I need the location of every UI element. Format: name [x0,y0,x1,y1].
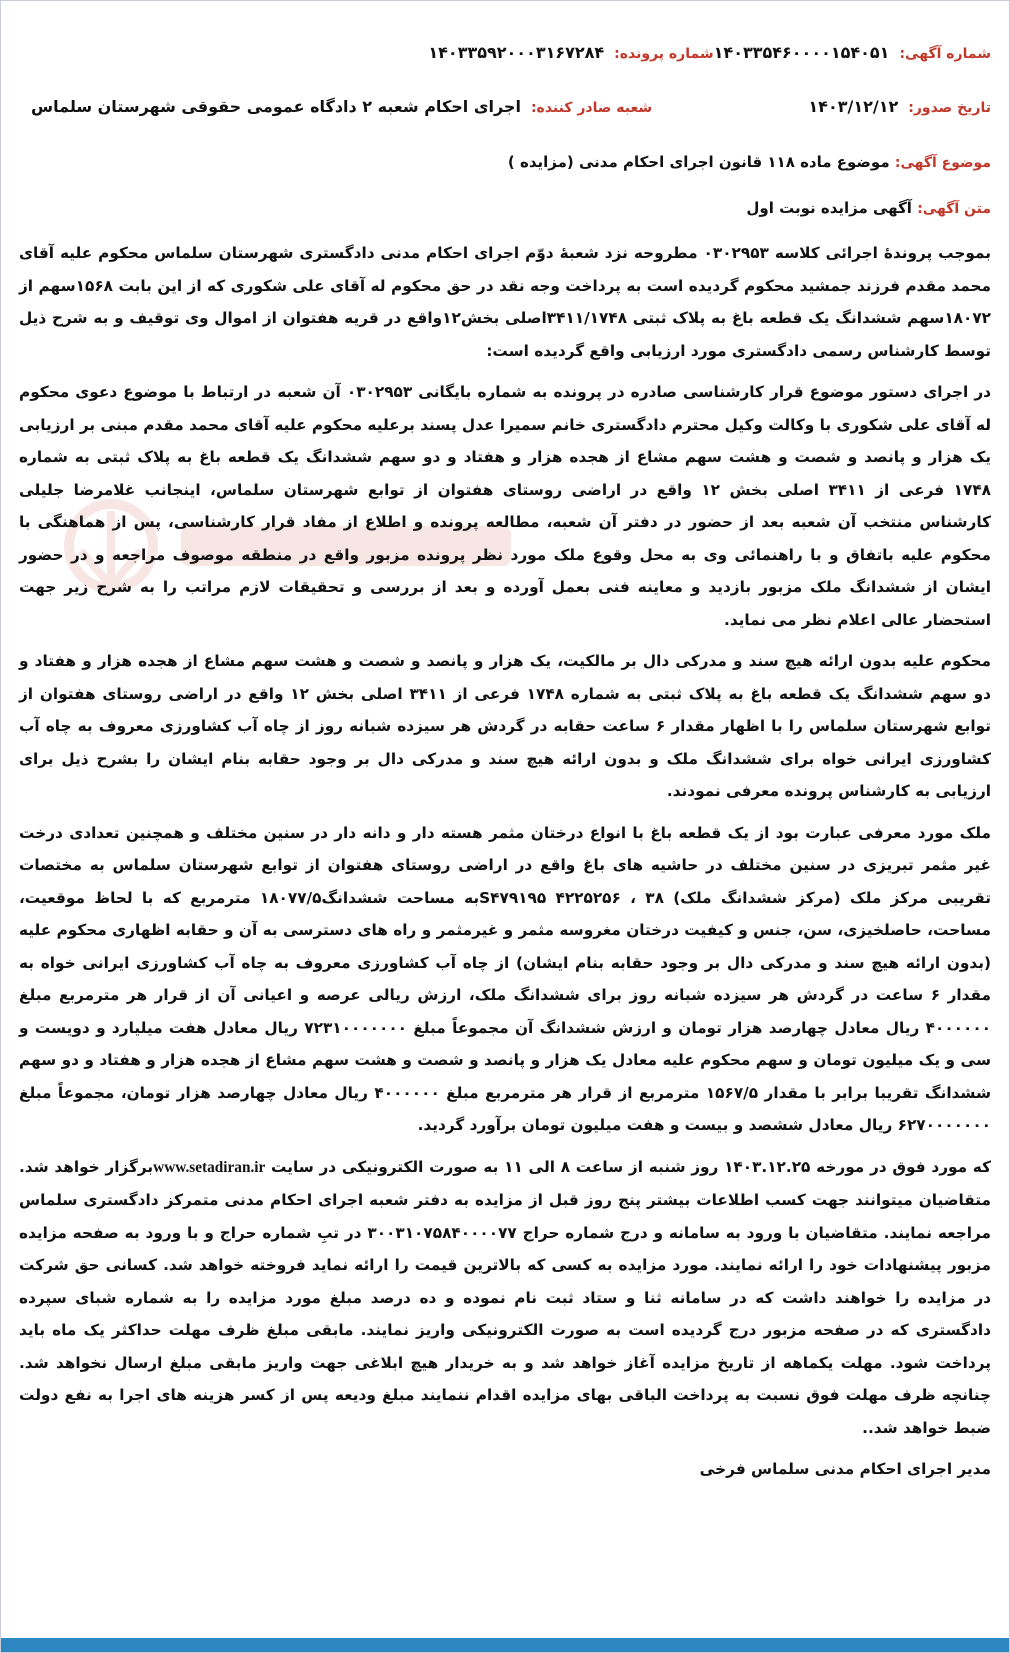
case-number-label: شماره پرونده: [614,46,714,62]
paragraph-3: محکوم علیه بدون ارائه هیچ سند و مدرکی دال بر مالکیت، یک هزار و پانصد و شصت و هشت سهم مشاع از هجده هزار و هفتاد و دو سهم ششدانگ یک قطعه باغ به پلاک ثبتی به شماره ۱۷۴۸ فرعی از ۳۴۱۱ اصلی بخش ۱۲ واقع در اراضی روستای هفتوان از توابع شهرستان سلماس را با اظهار مقدار ۶ ساعت حقابه در گردش هر سیزده شبانه روز از چاه آب کشاورزی معروف به چاه آب کشاورزی ایرانی خواه برای ششدانگ ملک و بدون ارائه هیچ سند و مدرکی دال بر وجود حقابه بنام ایشان را بشرح ذیل برای ارزیابی به کارشناس پرونده معرفی نمودند. [19,652,991,800]
paragraph-5-end: برگزار خواهد شد. متقاضیان میتوانند جهت کسب اطلاعات بیشتر پنج روز قبل از مزایده به دفتر شعبه اجرای احکام مدنی متمرکز دادگستری سلماس مراجعه نمایند. متقاضیان با ورود به سامانه و درج شماره حراج ۳۰۰۳۱۰۷۵۸۴۰۰۰۰۷۷ در تبِ شماره حراج و با ورود به صفحه مزایده مزبور پیشنهادات خود را ارائه نمایند. مورد مزایده به کسی که بالاترین قیمت را ارائه نماید فروخته خواهد شد. کسانی حق شرکت در مزایده را خواهند داشت که در سامانه ثنا و ستاد ثبت نام نموده و ده درصد مبلغ مورد مزایده را به شماره شبای سپرده دادگستری که در صفحه مزبور درج گردیده است به صورت الکترونیکی واریز نمایند. مابقی مبلغ ظرف مهلت حداکثر یک ماه باید پرداخت شود. مهلت یکماهه از تاریخ مزایده آغاز خواهد شد و به خریدار هیچ ابلاغی جهت واریز مابقی مبلغ ارسال نخواهد شد. چنانچه ظرف مهلت فوق نسبت به پرداخت الباقی بهای مزایده اقدام ننمایند مبلغ ودیعه پس از کسر هزینه های اجرا به نفع دولت ضبط خواهد شد.. [19,1157,991,1437]
paragraph-2: در اجرای دستور موضوع قرار کارشناسی صادره در پرونده به شماره بایگانی ۰۳۰۲۹۵۳ آن شعبه در ارتباط با موضوع دعوی محکوم له آقای علی شکوری با وکالت وکیل محترم دادگستری خانم سمیرا عدل پسند برعلیه محکوم علیه آقای محمد مقدم مبنی بر ارزیابی یک هزار و پانصد و شصت و هشت سهم مشاع از هجده هزار و هفتاد و دو سهم ششدانگ یک قطعه باغ به پلاک ثبتی به شماره ۱۷۴۸ فرعی از ۳۴۱۱ اصلی بخش ۱۲ واقع در اراضی روستای هفتوان از توابع شهرستان سلماس، اینجانب غلامرضا جلیلی کارشناس منتخب آن شعبه بعد از حضور در دفتر آن شعبه، مطالعه پرونده و اطلاع از مفاد قرار کارشناسی، پس از هماهنگی با محکوم علیه باتفاق و با راهنمائی وی به محل وقوع ملک مورد نظر پرونده مزبور واقع در منطقه موصوف مراجعه و در حضور ایشان از ششدانگ ملک مزبور بازدید و معاینه فنی بعمل آورده و بعد از بررسی و تحقیقات لازم مراتب را به شرح زیر جهت استحضار عالی اعلام نظر می نماید. [19,383,991,629]
issue-date-label: تاریخ صدور: [908,100,991,116]
paragraph-5-start: که مورد فوق در مورخه ۱۴۰۳.۱۲.۲۵ روز شنبه از ساعت ۸ الی ۱۱ به صورت الکترونیکی در سایت [265,1157,991,1176]
body-heading-line [31,199,991,217]
body-label: متن آگهی: [917,201,991,217]
paragraph-4: ملک مورد معرفی عبارت بود از یک قطعه باغ با انواع درختان مثمر هسته دار و دانه دار در سنین مختلف و همچنین تعدادی درخت غیر مثمر تبریزی در سنین مختلف در حاشیه های باغ واقع در اراضی روستای هفتوان از توابع شهرستان سلماس به مختصات تقریبی مرکز ملک (مرکز ششدانگ ملک) ۳۸ ، ۴۲۲۵۲۵۶ S۴۷۹۱۹۵به مساحت ششدانگ۱۸۰۷۷/۵ مترمربع که با لحاظ موقعیت، مساحت، حاصلخیزی، سن، جنس و کیفیت درختان مغروسه مثمر و غیرمثمر و راه های دسترسی به آن و حقابه اظهاری محکوم علیه (بدون ارائه هیچ سند و مدرکی دال بر وجود حقابه بنام ایشان) از چاه آب کشاورزی معروف به چاه آب کشاورزی ایرانی خواه به مقدار ۶ ساعت در گردش هر سیزده شبانه روز برای ششدانگ ملک، ارزش ریالی عرصه و اعیانی آن از قرار هر مترمربع مبلغ ۴۰۰۰۰۰۰ ریال معادل چهارصد هزار تومان و ارزش ششدانگ آن مجموعاً مبلغ ۷۲۳۱۰۰۰۰۰۰۰ ریال معادل هفت میلیارد و دویست و سی و یک میلیون تومان و سهم محکوم علیه معادل یک هزار و پانصد و شصت و هشت سهم مشاع از هجده هزار و هفتاد و دو سهم ششدانگ تقریبا برابر با مقدار ۱۵۶۷/۵ مترمربع از قرار هر مترمربع مبلغ ۴۰۰۰۰۰۰ ریال معادل چهارصد هزار تومان، مجموعاً مبلغ ۶۲۷۰۰۰۰۰۰۰ ریال معادل ششصد و بیست و هفت میلیون تومان برآورد گردید. [19,823,992,1134]
signature: مدیر اجرای احکام مدنی سلماس فرخی [699,1460,991,1478]
subject-label: موضوع آگهی: [894,155,991,171]
header-row-1 [31,43,991,62]
issuing-branch-label: شعبه صادر کننده: [530,100,653,116]
ad-number-label: شماره آگهی: [899,46,991,62]
subject-line [31,153,991,171]
case-number-value: ۱۴۰۳۳۵۹۲۰۰۰۳۱۶۷۲۸۴ [428,43,605,62]
body-heading: آگهی مزایده نوبت اول [746,199,912,217]
bottom-bar [1,1638,1009,1652]
paragraph-5 [19,1151,991,1445]
ad-number [714,43,991,62]
auction-site-link[interactable]: www.setadiran.ir [153,1158,266,1176]
issuing-branch-value: اجرای احکام شعبه ۲ دادگاه عمومی حقوقی شهرستان سلماس [31,97,521,116]
issue-date [808,97,991,116]
header-row-2 [31,97,991,116]
subject-value: موضوع ماده ۱۱۸ قانون اجرای احکام مدنی (مزایده ) [507,153,890,171]
issue-date-value: ۱۴۰۳/۱۲/۱۲ [808,97,899,116]
paragraph-1: بموجب پروندهٔ اجرائی کلاسه ۰۳۰۲۹۵۳ مطروحه نزد شعبهٔ دوّم اجرای احکام مدنی دادگستری شهرستان سلماس محکوم علیه آقای محمد مقدم فرزند جمشید محکوم گردیده است به پرداخت وجه نقد در حق محکوم له آقای علی شکوری که از این بابت ۱۵۶۸سهم از ۱۸۰۷۲سهم ششدانگ یک قطعه باغ به پلاک ثبتی ۳۴۱۱/۱۷۴۸اصلی بخش۱۲واقع در قریه هفتوان از اموال وی توقیف و به شرح ذیل توسط کارشناس رسمی دادگستری مورد ارزیابی واقع گردیده است: [19,244,991,360]
issuing-branch [31,97,652,116]
ad-number-value: ۱۴۰۳۳۵۴۶۰۰۰۰۱۵۴۰۵۱ [713,43,890,62]
case-number [428,43,713,62]
notice-body [19,237,991,1495]
